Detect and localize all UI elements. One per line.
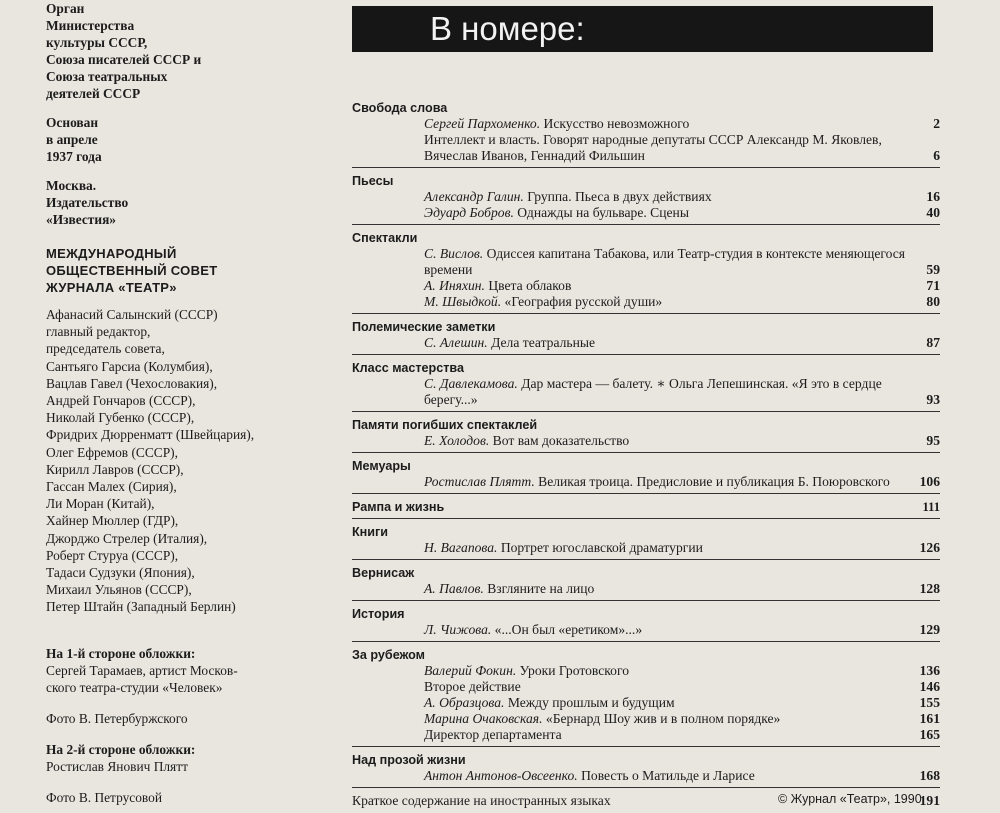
publisher-organ: Орган Министерства культуры СССР, Союза писателей СССР и Союза театральных деятелей СССР <box>46 1 202 101</box>
toc-entry <box>352 768 940 784</box>
entry-text <box>424 768 909 784</box>
toc-entry <box>352 246 940 278</box>
entry-title: Между прошлым и будущим <box>504 695 675 710</box>
toc-section <box>352 606 940 642</box>
toc-section <box>352 230 940 314</box>
entry-title: Дар мастера — балету. ∗ Ольга Лепешинская. «Я это в сердце берегу...» <box>424 376 882 407</box>
entry-page-number: 155 <box>919 695 940 710</box>
entry-text <box>424 294 909 310</box>
section-heading <box>352 173 940 189</box>
section-heading <box>352 647 940 663</box>
section-heading <box>352 417 940 433</box>
council-member: Джорджо Стрелер (Италия), <box>46 530 208 546</box>
council-member: Фридрих Дюрренматт (Швейцария), <box>46 427 255 443</box>
entry-title: Повесть о Матильде и Ларисе <box>577 768 755 783</box>
copyright-note: © Журнал «Театр», 1990 <box>778 792 922 806</box>
council-member: Сантьяго Гарсиа (Колумбия), <box>46 358 213 374</box>
toc-section <box>352 499 940 519</box>
entry-page-number: 126 <box>919 540 940 555</box>
entry-author: Н. Вагапова. <box>424 540 498 555</box>
entry-page-number: 136 <box>919 663 940 678</box>
cover1-caption: Сергей Тарамаев, артист Москов- ского театра-студии «Человек» <box>46 663 238 696</box>
toc-entry <box>352 116 940 132</box>
toc-section <box>352 319 940 355</box>
entry-page-number: 71 <box>926 278 940 293</box>
entry-text <box>424 622 909 638</box>
entry-title: Второе действие <box>424 679 521 694</box>
entry-text <box>424 679 909 695</box>
entry-page-number: 128 <box>919 581 940 596</box>
entry-title: Искусство невозможного <box>540 116 690 131</box>
entry-title: Уроки Гротовского <box>516 663 630 678</box>
council-member: Кирилл Лавров (СССР), <box>46 461 184 477</box>
cover2-caption: Ростислав Янович Плятт <box>46 759 188 775</box>
section-page-number <box>910 647 940 663</box>
toc-entry <box>352 376 940 408</box>
section-heading <box>352 524 940 540</box>
entry-text <box>424 246 909 278</box>
entry-title: Группа. Пьеса в двух действиях <box>523 189 712 204</box>
toc-entry <box>352 711 940 727</box>
council-member: Вацлав Гавел (Чехословакия), <box>46 375 218 391</box>
entry-title: Портрет югославской драматургии <box>497 540 703 555</box>
entry-title: Великая троица. Предисловие и публикация Б. Поюровского <box>534 474 890 489</box>
toc-section <box>352 458 940 494</box>
entry-page-number: 80 <box>926 294 940 309</box>
entry-text <box>424 474 909 490</box>
section-title: Полемические заметки <box>352 320 496 334</box>
toc-entry <box>352 695 940 711</box>
section-title: Памяти погибших спектаклей <box>352 418 538 432</box>
cover2-photo-credit: Фото В. Петрусовой <box>46 790 163 806</box>
entry-title: Дела театральные <box>487 335 596 350</box>
section-page-number <box>910 319 940 335</box>
footer-page-number: 191 <box>919 793 940 808</box>
publishing-house: Москва. Издательство «Известия» <box>46 178 129 227</box>
entry-title: Цвета облаков <box>484 278 572 293</box>
toc-entry <box>352 679 940 695</box>
entry-author: Л. Чижова. <box>424 622 492 637</box>
entry-title: Интеллект и власть. Говорят народные депутаты СССР Александр М. Яковлев, Вячеслав Иванов, Геннадий Фильшин <box>424 132 882 163</box>
toc-entry <box>352 474 940 490</box>
section-page-number <box>910 458 940 474</box>
entry-author: С. Алешин. <box>424 335 488 350</box>
section-heading <box>352 752 940 768</box>
section-title: Пьесы <box>352 174 394 188</box>
council-member: Гассан Малех (Сирия), <box>46 479 177 495</box>
entry-author: А. Образцова. <box>424 695 505 710</box>
contents-banner: В номере: <box>352 6 933 52</box>
section-heading <box>352 499 940 515</box>
entry-author: Марина Очаковская. <box>424 711 543 726</box>
toc-section <box>352 565 940 601</box>
entry-author: С. Вислов. <box>424 246 484 261</box>
section-page-number <box>910 524 940 540</box>
toc-entry <box>352 581 940 597</box>
toc-entry <box>352 540 940 556</box>
entry-author: Сергей Пархоменко. <box>424 116 541 131</box>
entry-page-number: 165 <box>919 727 940 742</box>
section-title: Рампа и жизнь <box>352 500 445 514</box>
entry-text <box>424 116 909 132</box>
section-page-number: 111 <box>922 500 940 514</box>
toc-entry <box>352 278 940 294</box>
section-title: Свобода слова <box>352 101 448 115</box>
entry-author: А. Иняхин. <box>424 278 485 293</box>
toc-section <box>352 360 940 412</box>
section-title: Книги <box>352 525 389 539</box>
section-heading <box>352 458 940 474</box>
toc-entry <box>352 189 940 205</box>
entry-text <box>424 433 909 449</box>
entry-title: Взгляните на лицо <box>483 581 595 596</box>
entry-author: М. Швыдкой. <box>424 294 502 309</box>
entry-text <box>424 189 909 205</box>
toc-section <box>352 100 940 168</box>
section-page-number <box>910 752 940 768</box>
entry-page-number: 16 <box>926 189 940 204</box>
entry-title: Директор департамента <box>424 727 562 742</box>
council-member: Ли Моран (Китай), <box>46 496 155 512</box>
entry-text <box>424 540 909 556</box>
toc-entry <box>352 294 940 310</box>
entry-author: Е. Холодов. <box>424 433 490 448</box>
entry-author: Ростислав Плятт. <box>424 474 535 489</box>
entry-title: «Бернард Шоу жив и в полном порядке» <box>542 711 781 726</box>
entry-text <box>424 663 909 679</box>
council-member: Роберт Стуруа (СССР), <box>46 547 179 563</box>
toc-section <box>352 647 940 747</box>
entry-author: Антон Антонов-Овсеенко. <box>424 768 578 783</box>
entry-page-number: 161 <box>919 711 940 726</box>
entry-title: «География русской души» <box>501 294 663 309</box>
toc-section <box>352 417 940 453</box>
council-member: председатель совета, <box>46 341 165 357</box>
section-page-number <box>910 360 940 376</box>
entry-page-number: 168 <box>919 768 940 783</box>
toc-entry <box>352 205 940 221</box>
section-title: Класс мастерства <box>352 361 464 375</box>
entry-title: «...Он был «еретиком»...» <box>491 622 643 637</box>
council-members-list <box>46 306 336 616</box>
section-page-number <box>910 173 940 189</box>
entry-page-number: 87 <box>926 335 940 350</box>
cover1-title: На 1-й стороне обложки: <box>46 646 196 662</box>
masthead-column <box>46 0 336 806</box>
entry-page-number: 93 <box>926 392 940 407</box>
entry-text <box>424 205 909 221</box>
section-heading <box>352 565 940 581</box>
entry-author: Валерий Фокин. <box>424 663 517 678</box>
entry-title: Вот вам доказательство <box>489 433 630 448</box>
section-title: Вернисаж <box>352 566 415 580</box>
entry-text <box>424 132 909 164</box>
founded-note: Основан в апреле 1937 года <box>46 115 102 164</box>
entry-author: Эдуард Бобров. <box>424 205 514 220</box>
cover2-title: На 2-й стороне обложки: <box>46 742 196 758</box>
council-member: Андрей Гончаров (СССР), <box>46 393 196 409</box>
entry-text <box>424 335 909 351</box>
section-title: История <box>352 607 405 621</box>
toc-entry <box>352 727 940 743</box>
entry-page-number: 59 <box>926 262 940 277</box>
toc-section <box>352 524 940 560</box>
cover1-photo-credit: Фото В. Петербуржского <box>46 711 188 727</box>
section-heading <box>352 606 940 622</box>
entry-page-number: 2 <box>933 116 940 131</box>
council-member: Афанасий Салынский (СССР) <box>46 307 218 322</box>
council-member: Тадаси Судзуки (Япония), <box>46 565 195 581</box>
council-member: Петер Штайн (Западный Берлин) <box>46 599 236 615</box>
council-member: Олег Ефремов (СССР), <box>46 444 178 460</box>
table-of-contents <box>352 100 940 809</box>
toc-entry <box>352 335 940 351</box>
council-member: Михаил Ульянов (СССР), <box>46 582 192 598</box>
council-member: главный редактор, <box>46 324 151 340</box>
entry-page-number: 129 <box>919 622 940 637</box>
entry-title: Однажды на бульваре. Сцены <box>513 205 689 220</box>
council-member: Хайнер Мюллер (ГДР), <box>46 513 179 529</box>
toc-entry <box>352 622 940 638</box>
section-heading <box>352 100 940 116</box>
section-heading <box>352 360 940 376</box>
section-page-number <box>910 230 940 246</box>
section-page-number <box>910 565 940 581</box>
section-heading <box>352 319 940 335</box>
toc-section <box>352 752 940 788</box>
section-title: Спектакли <box>352 231 418 245</box>
toc-section <box>352 173 940 225</box>
toc-entry <box>352 433 940 449</box>
section-title: За рубежом <box>352 648 425 662</box>
entry-page-number: 40 <box>926 205 940 220</box>
section-heading <box>352 230 940 246</box>
entry-author: А. Павлов. <box>424 581 484 596</box>
entry-text <box>424 376 909 408</box>
entry-text <box>424 581 909 597</box>
entry-author: С. Давлекамова. <box>424 376 518 391</box>
toc-entry <box>352 132 940 164</box>
entry-page-number: 6 <box>933 148 940 163</box>
council-title: МЕЖДУНАРОДНЫЙ ОБЩЕСТВЕННЫЙ СОВЕТ ЖУРНАЛА «ТЕАТР» <box>46 246 218 295</box>
section-title: Мемуары <box>352 459 411 473</box>
section-title: Над прозой жизни <box>352 753 466 767</box>
entry-text <box>424 727 909 743</box>
toc-entry <box>352 663 940 679</box>
entry-author: Александр Галин. <box>424 189 524 204</box>
entry-page-number: 95 <box>926 433 940 448</box>
section-page-number <box>910 606 940 622</box>
entry-title: Одиссея капитана Табакова, или Театр-студия в контексте меняющегося времени <box>424 246 906 277</box>
entry-page-number: 146 <box>919 679 940 694</box>
section-page-number <box>910 417 940 433</box>
footer-text: Краткое содержание на иностранных языках <box>352 793 611 808</box>
council-member: Николай Губенко (СССР), <box>46 410 195 426</box>
entry-text <box>424 711 909 727</box>
section-page-number <box>910 100 940 116</box>
entry-text <box>424 278 909 294</box>
entry-text <box>424 695 909 711</box>
entry-page-number: 106 <box>919 474 940 489</box>
